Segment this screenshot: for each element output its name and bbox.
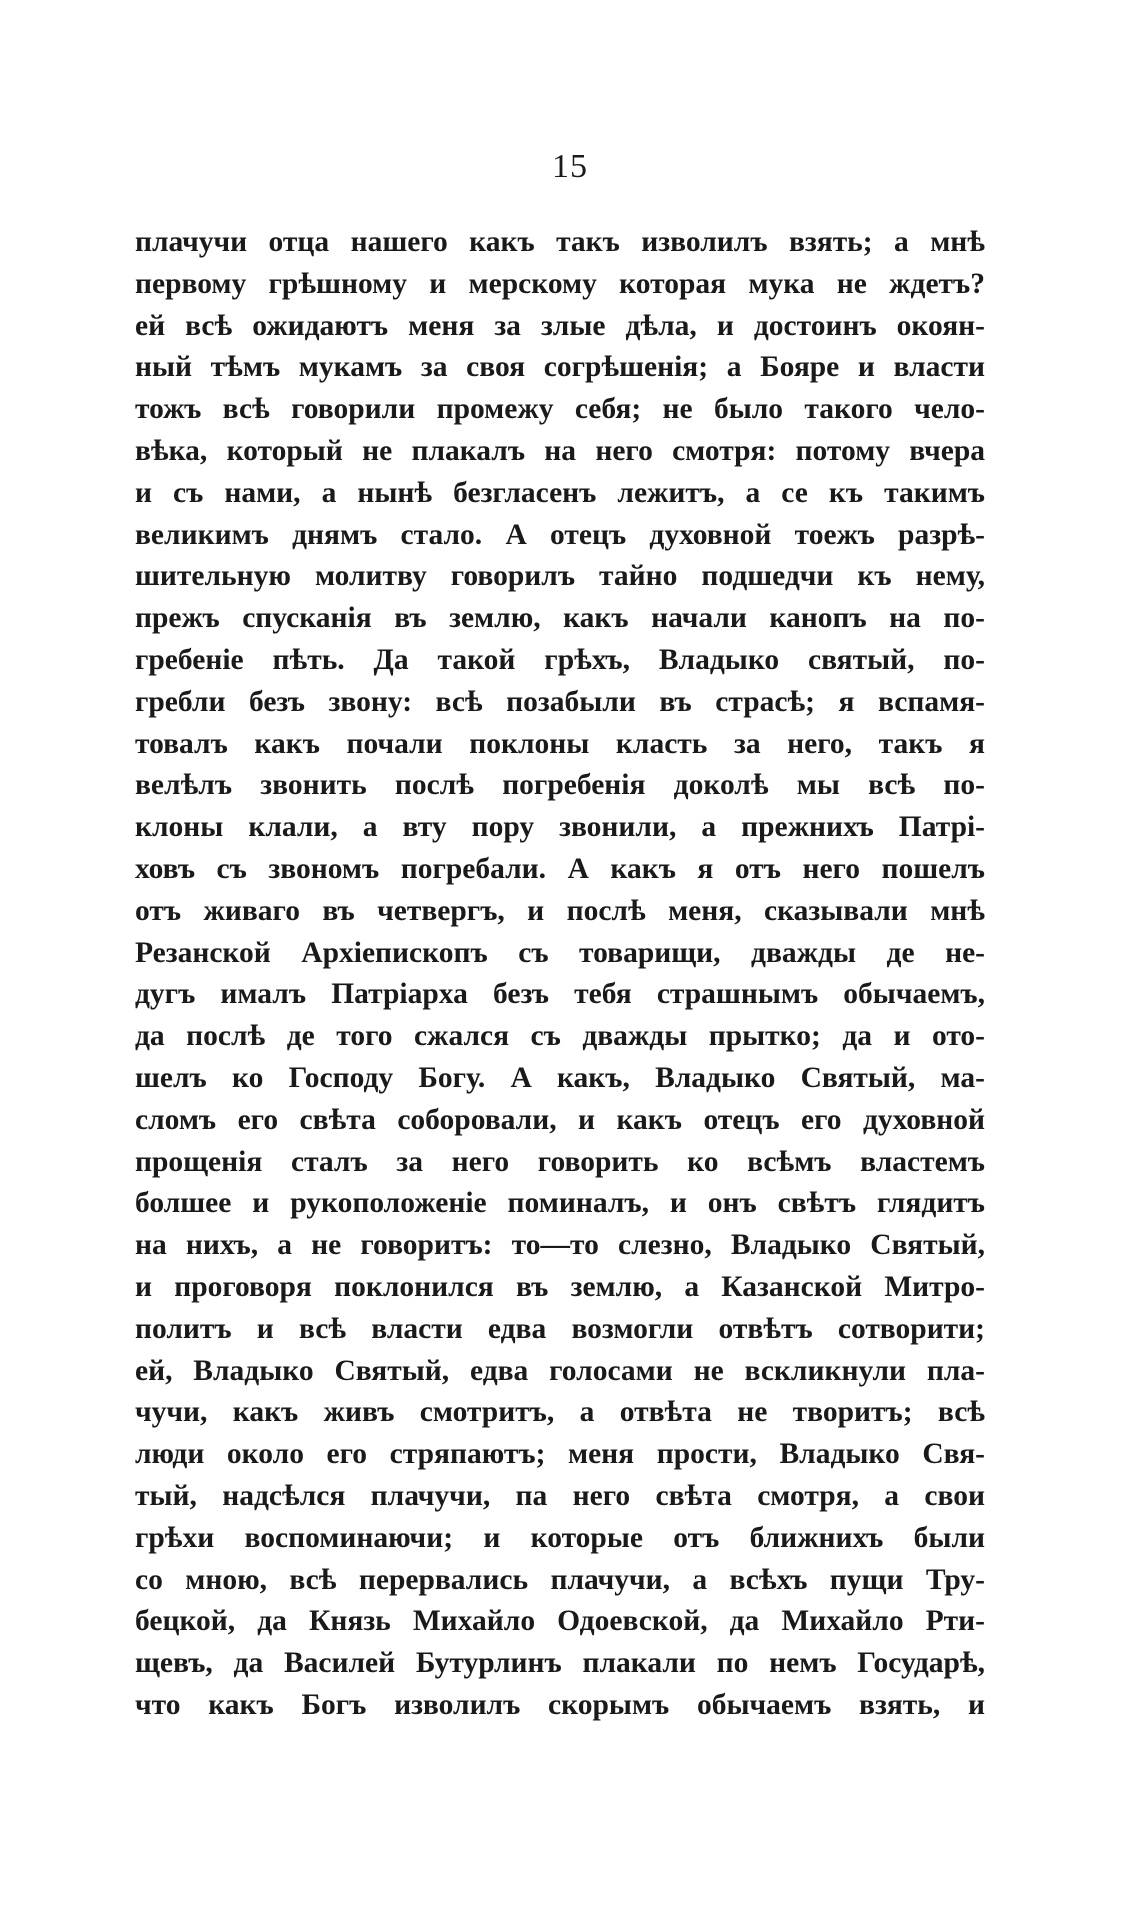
- text-line: ей всѣ ожидаютъ меня за злые дѣла, и достоинъ окоян-: [135, 309, 985, 342]
- text-line: великимъ днямъ стало. А отецъ духовной тоежъ разрѣ-: [135, 518, 985, 551]
- text-line: ный тѣмъ мукамъ за своя согрѣшенія; а Бояре и власти: [135, 351, 985, 384]
- text-line: товалъ какъ почали поклоны класть за него, такъ я: [135, 727, 985, 760]
- page-number: 15: [552, 148, 588, 185]
- text-line: отъ живаго въ четвергъ, и послѣ меня, сказывали мнѣ: [135, 894, 985, 927]
- text-line: что какъ Богъ изволилъ скорымъ обычаемъ взять, и: [135, 1688, 985, 1721]
- text-line: шелъ ко Господу Богу. А какъ, Владыко Святый, ма-: [135, 1061, 985, 1094]
- text-line: шительную молитву говорилъ тайно подшедчи къ нему,: [135, 560, 985, 593]
- text-line: и проговоря поклонился въ землю, а Казанской Митро-: [135, 1270, 985, 1303]
- text-line: прежъ спусканія въ землю, какъ начали канопъ на по-: [135, 602, 985, 635]
- text-line: Резанской Архіепископъ съ товарищи, дважды де не-: [135, 936, 985, 969]
- text-line: на нихъ, а не говоритъ: то—то слезно, Владыко Святый,: [135, 1229, 985, 1262]
- text-line: гребеніе пѣть. Да такой грѣхъ, Владыко святый, по-: [135, 643, 985, 676]
- text-line: и съ нами, а нынѣ безгласенъ лежитъ, а се къ такимъ: [135, 476, 985, 509]
- text-line: со мною, всѣ перервались плачучи, а всѣхъ пущи Тру-: [135, 1563, 985, 1596]
- text-line: ховъ съ звономъ погребали. А какъ я отъ него пошелъ: [135, 852, 985, 885]
- text-line: гребли безъ звону: всѣ позабыли въ страсѣ; я вспамя-: [135, 685, 985, 718]
- text-line: щевъ, да Василей Бутурлинъ плакали по немъ Государѣ,: [135, 1647, 985, 1680]
- body-text: [135, 222, 985, 1727]
- text-line: прощенія сталъ за него говорить ко всѣмъ властемъ: [135, 1145, 985, 1178]
- text-line: дугъ ималъ Патріарха безъ тебя страшнымъ обычаемъ,: [135, 978, 985, 1011]
- text-line: первому грѣшному и мерскому которая мука не ждетъ?: [135, 267, 985, 300]
- text-line: ей, Владыко Святый, едва голосами не вскликнули пла-: [135, 1354, 985, 1387]
- text-line: да послѣ де того сжался съ дважды прытко; да и ото-: [135, 1020, 985, 1053]
- text-line: вѣка, который не плакалъ на него смотря: потому вчера: [135, 434, 985, 467]
- text-line: сломъ его свѣта соборовали, и какъ отецъ его духовной: [135, 1103, 985, 1136]
- text-line: болшее и рукоположеніе поминалъ, и онъ свѣтъ глядитъ: [135, 1187, 985, 1220]
- text-line: велѣлъ звонить послѣ погребенія доколѣ мы всѣ по-: [135, 769, 985, 802]
- text-line: тожъ всѣ говорили промежу себя; не было такого чело-: [135, 393, 985, 426]
- text-line: плачучи отца нашего какъ такъ изволилъ взять; а мнѣ: [135, 226, 985, 258]
- text-line: люди около его стряпаютъ; меня прости, Владыко Свя-: [135, 1438, 985, 1471]
- text-line: чучи, какъ живъ смотритъ, а отвѣта не творитъ; всѣ: [135, 1396, 985, 1429]
- text-line: политъ и всѣ власти едва возмогли отвѣтъ сотворити;: [135, 1312, 985, 1345]
- text-line: клоны клали, а вту пору звонили, а прежнихъ Патрі-: [135, 811, 985, 844]
- text-line: бецкой, да Князь Михайло Одоевской, да Михайло Рти-: [135, 1605, 985, 1638]
- text-line: грѣхи воспоминаючи; и которые отъ ближнихъ были: [135, 1521, 985, 1554]
- text-line: тый, надсѣлся плачучи, па него свѣта смотря, а свои: [135, 1479, 985, 1512]
